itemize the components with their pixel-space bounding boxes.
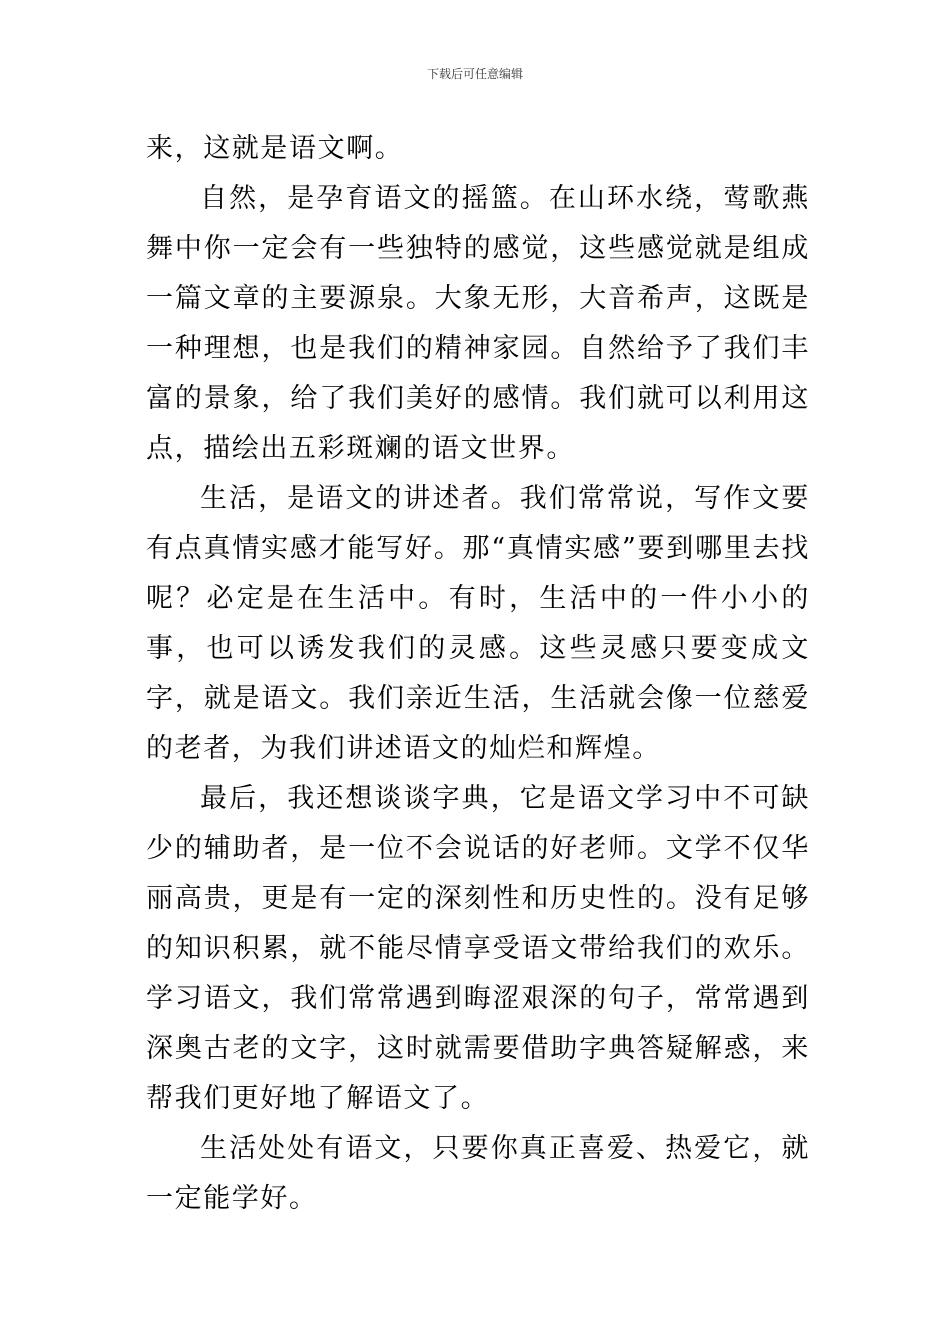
paragraph: 自然，是孕育语文的摇篮。在山环水绕，莺歌燕舞中你一定会有一些独特的感觉，这些感觉就是组成一篇文章的主要源泉。大象无形，大音希声，这既是一种理想，也是我们的精神家园。自然给予了我们丰富的景象，给了我们美好的感情。我们就可以利用这点，描绘出五彩斑斓的语文世界。 [146,183,810,464]
document-body [146,124,810,1224]
paragraph: 来，这就是语文啊。 [146,133,404,164]
paragraph: 生活处处有语文，只要你真正喜爱、热爱它，就一定能学好。 [146,1133,810,1214]
paragraph: 最后，我还想谈谈字典，它是语文学习中不可缺少的辅助者，是一位不会说话的好老师。文学不仅华丽高贵，更是有一定的深刻性和历史性的。没有足够的知识积累，就不能尽情享受语文带给我们的欢乐。学习语文，我们常常遇到晦涩艰深的句子，常常遇到深奥古老的文字，这时就需要借助字典答疑解惑，来帮我们更好地了解语文了。 [146,783,810,1114]
page-header: 下载后可任意编辑 [426,67,523,81]
paragraph: 生活，是语文的讲述者。我们常常说，写作文要有点真情实感才能写好。那“真情实感”要到哪里去找呢？必定是在生活中。有时，生活中的一件小小的事，也可以诱发我们的灵感。这些灵感只要变成文字，就是语文。我们亲近生活，生活就会像一位慈爱的老者，为我们讲述语文的灿烂和辉煌。 [146,483,810,764]
